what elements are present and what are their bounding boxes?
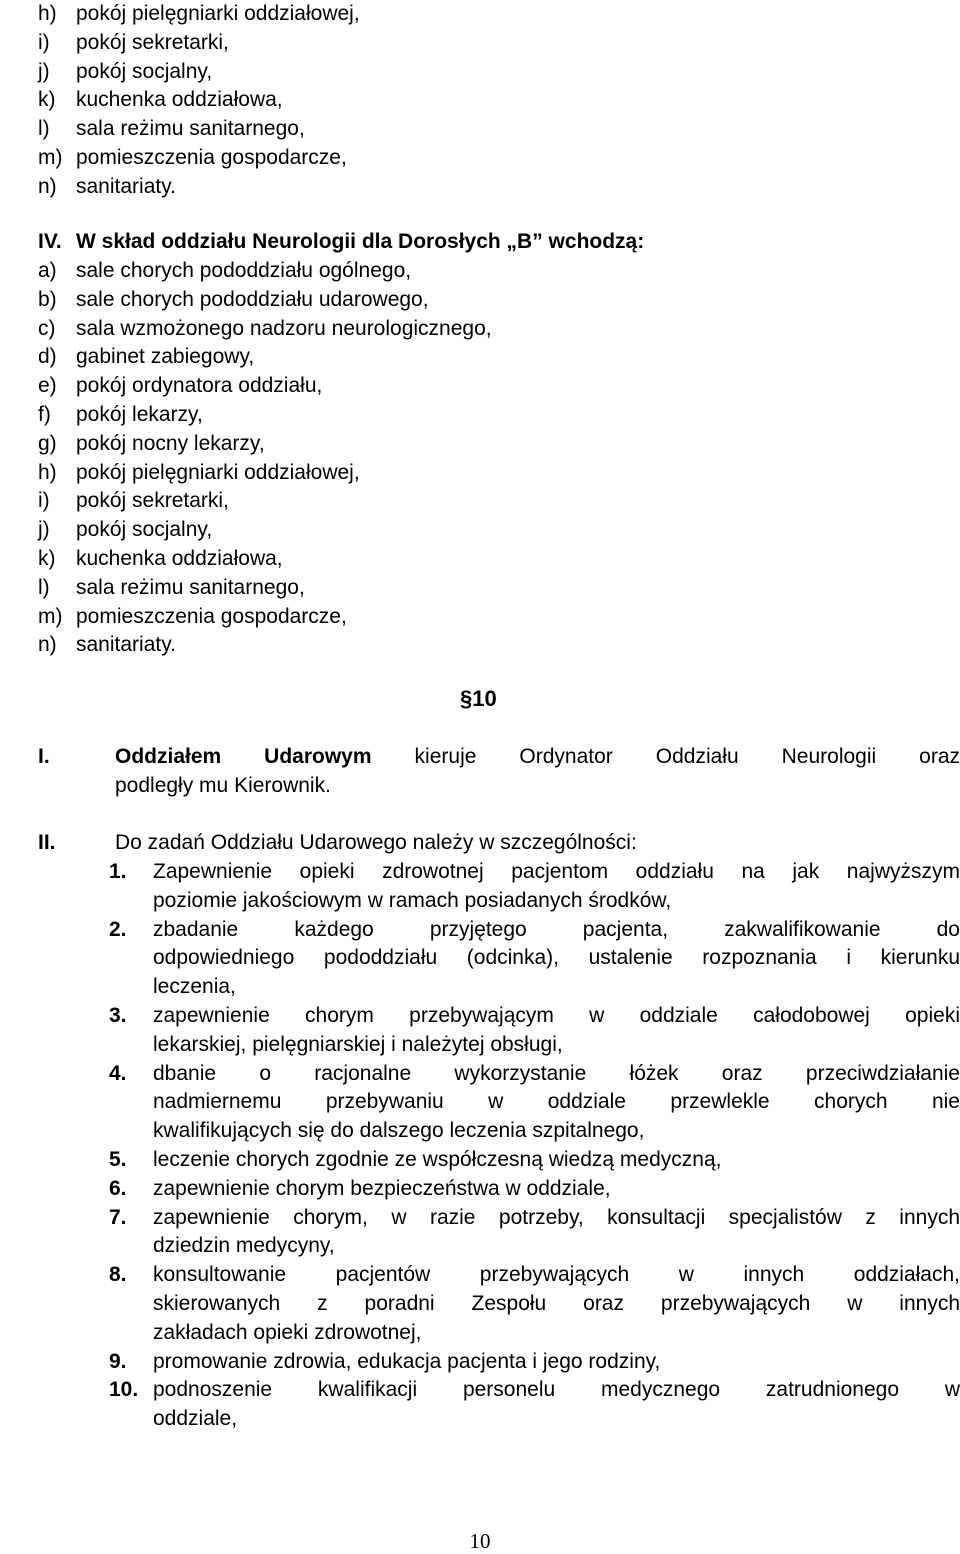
list-item-marker: i) bbox=[38, 30, 50, 54]
numbered-item-line: oddziale, bbox=[153, 1407, 238, 1431]
numbered-item-number: 4. bbox=[109, 1061, 127, 1085]
numbered-item-line: kwalifikujących się do dalszego leczenia szpitalnego, bbox=[153, 1119, 645, 1143]
list-item-text: sala wzmożonego nadzoru neurologicznego, bbox=[76, 316, 492, 340]
list-item-text: pomieszczenia gospodarcze, bbox=[76, 146, 347, 169]
numbered-item-line: leczenia, bbox=[153, 975, 236, 999]
list-item-marker: d) bbox=[38, 345, 57, 369]
numbered-item-number: 1. bbox=[109, 860, 127, 883]
numbered-item-line: odpowiedniego pododdziału (odcinka), ustalenie rozpoznania i kierunku bbox=[153, 946, 960, 970]
list-item-text: pokój nocny lekarzy, bbox=[76, 431, 265, 455]
list-item-marker: h) bbox=[38, 2, 57, 25]
list-item-text: sanitariaty. bbox=[76, 633, 176, 657]
numbered-item-number: 10. bbox=[109, 1378, 139, 1402]
numbered-item-line: promowanie zdrowia, edukacja pacjenta i jego rodziny, bbox=[153, 1349, 661, 1373]
list-item-text: pomieszczenia gospodarcze, bbox=[76, 604, 347, 628]
numbered-item-line: nadmiernemu przebywaniu w oddziale przewlekle chorych nie bbox=[153, 1090, 960, 1114]
numbered-item-line: poziomie jakościowym w ramach posiadanych środków, bbox=[153, 888, 672, 912]
list-item-marker: k) bbox=[38, 88, 56, 112]
section-ii-heading: Do zadań Oddziału Udarowego należy w szczególności: bbox=[115, 831, 637, 854]
list-item-text: kuchenka oddziałowa, bbox=[76, 547, 283, 570]
numbered-item-line: zapewnienie chorym, w razie potrzeby, konsultacji specjalistów z innych bbox=[153, 1205, 960, 1229]
section-i-numeral: I. bbox=[38, 745, 50, 768]
list-item-text: pokój ordynatora oddziału, bbox=[76, 374, 323, 398]
section-i-line1-rest: kieruje Ordynator Oddziału Neurologii oraz bbox=[414, 745, 960, 768]
numbered-item-number: 9. bbox=[109, 1349, 127, 1373]
numbered-item-line: dbanie o racjonalne wykorzystanie łóżek oraz przeciwdziałanie bbox=[153, 1061, 960, 1085]
numbered-item-number: 8. bbox=[109, 1263, 127, 1287]
list-item-marker: h) bbox=[38, 460, 57, 484]
numbered-item-line: zbadanie każdego przyjętego pacjenta, zakwalifikowanie do bbox=[153, 917, 960, 941]
numbered-item-number: 3. bbox=[109, 1004, 127, 1027]
list-item-marker: c) bbox=[38, 316, 56, 340]
numbered-item-number: 7. bbox=[109, 1205, 127, 1229]
numbered-item-line: leczenie chorych zgodnie ze współczesną wiedzą medyczną, bbox=[153, 1148, 722, 1171]
list-item-text: sala reżimu sanitarnego, bbox=[76, 117, 305, 141]
numbered-item-line: lekarskiej, pielęgniarskiej i należytej obsługi, bbox=[153, 1032, 563, 1056]
list-item-text: pokój sekretarki, bbox=[76, 489, 229, 513]
list-item-text: pokój socjalny, bbox=[76, 518, 213, 542]
list-item-text: gabinet zabiegowy, bbox=[76, 345, 255, 369]
list-item-marker: j) bbox=[38, 59, 50, 83]
list-item-marker: b) bbox=[38, 287, 57, 311]
list-item-text: sale chorych pododdziału ogólnego, bbox=[76, 259, 412, 282]
numbered-item-line: podnoszenie kwalifikacji personelu medycznego zatrudnionego w bbox=[153, 1378, 960, 1402]
list-item-text: kuchenka oddziałowa, bbox=[76, 88, 283, 112]
list-item-marker: m) bbox=[38, 146, 63, 169]
list-item-marker: m) bbox=[38, 604, 63, 628]
list-item-text: sala reżimu sanitarnego, bbox=[76, 575, 305, 599]
list-item-text: pokój pielęgniarki oddziałowej, bbox=[76, 460, 360, 484]
list-item-text: pokój sekretarki, bbox=[76, 30, 229, 54]
list-item-marker: e) bbox=[38, 374, 57, 398]
list-item-text: sale chorych pododdziału udarowego, bbox=[76, 287, 429, 311]
section-i-line2: podległy mu Kierownik. bbox=[115, 774, 331, 797]
list-item-marker: i) bbox=[38, 489, 50, 513]
list-item-text: pokój pielęgniarki oddziałowej, bbox=[76, 2, 360, 25]
list-item-marker: l) bbox=[38, 117, 50, 141]
numbered-item-line: Zapewnienie opieki zdrowotnej pacjentom oddziału na jak najwyższym bbox=[153, 860, 960, 883]
list-item-text: sanitariaty. bbox=[76, 174, 176, 198]
list-item-marker: l) bbox=[38, 575, 50, 599]
numbered-item-line: zapewnienie chorym bezpieczeństwa w oddziale, bbox=[153, 1176, 611, 1200]
list-item-marker: n) bbox=[38, 633, 57, 657]
list-item-marker: j) bbox=[38, 518, 50, 542]
section-iv-numeral: IV. bbox=[38, 230, 62, 253]
numbered-item-number: 2. bbox=[109, 917, 127, 941]
paragraph-sign: §10 bbox=[460, 686, 497, 711]
numbered-item-number: 6. bbox=[109, 1176, 127, 1200]
numbered-item-number: 5. bbox=[109, 1148, 127, 1171]
section-ii-numeral: II. bbox=[38, 831, 56, 854]
section-i-line1 bbox=[115, 743, 960, 771]
list-item-text: pokój socjalny, bbox=[76, 59, 213, 83]
numbered-item-line: skierowanych z poradni Zespołu oraz przebywających w innych bbox=[153, 1292, 960, 1315]
numbered-item-line: zapewnienie chorym przebywającym w oddziale całodobowej opieki bbox=[153, 1004, 960, 1027]
list-item-text: pokój lekarzy, bbox=[76, 403, 203, 426]
list-item-marker: k) bbox=[38, 547, 56, 570]
section-iv-heading: W skład oddziału Neurologii dla Dorosłych „B” wchodzą: bbox=[76, 230, 645, 253]
list-item-marker: f) bbox=[38, 403, 51, 426]
list-item-marker: g) bbox=[38, 431, 57, 455]
list-item-marker: n) bbox=[38, 174, 57, 198]
list-item-marker: a) bbox=[38, 259, 57, 282]
section-i-bold-lead: Oddziałem Udarowym bbox=[115, 745, 372, 768]
numbered-item-line: zakładach opieki zdrowotnej, bbox=[153, 1320, 422, 1344]
numbered-item-line: dziedzin medycyny, bbox=[153, 1234, 335, 1258]
footer-page-number: 10 bbox=[469, 1529, 491, 1553]
numbered-item-line: konsultowanie pacjentów przebywających w innych oddziałach, bbox=[153, 1263, 960, 1287]
